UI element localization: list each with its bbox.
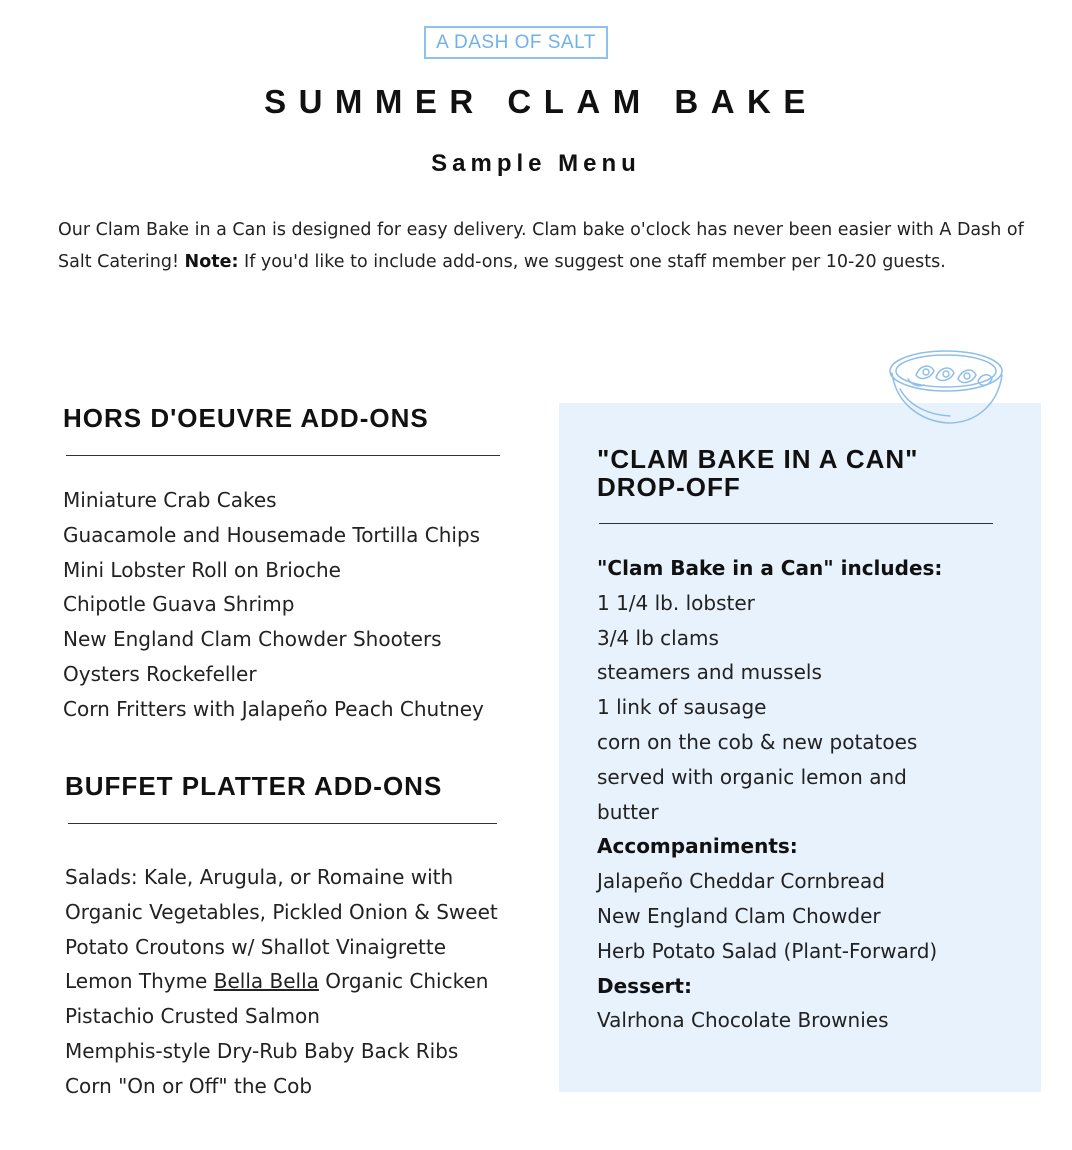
list-item: butter (597, 799, 659, 824)
list-item: Jalapeño Cheddar Cornbread (597, 869, 885, 894)
list-item: steamers and mussels (597, 660, 822, 685)
list-item: Pistachio Crusted Salmon (65, 1004, 320, 1029)
page-subtitle: Sample Menu (431, 150, 641, 177)
logo (424, 26, 608, 59)
dropoff-heading-line1: "CLAM BAKE IN A CAN" (597, 444, 919, 474)
buffet-divider (68, 823, 497, 824)
clam-bowl-icon (886, 345, 1008, 427)
list-item: Oysters Rockefeller (63, 661, 257, 686)
hors-list (63, 483, 484, 727)
bella-bella-link[interactable]: Bella Bella (213, 969, 319, 994)
note-label: Note: (184, 252, 239, 272)
list-item: Memphis-style Dry-Rub Baby Back Ribs (65, 1038, 459, 1063)
includes-label: "Clam Bake in a Can" includes: (597, 556, 943, 580)
buffet-heading: BUFFET PLATTER ADD-ONS (65, 771, 443, 801)
list-item: Corn "On or Off" the Cob (65, 1073, 313, 1098)
list-item: Salads: Kale, Arugula, or Romaine with (65, 865, 454, 889)
list-item: 1 1/4 lb. lobster (597, 590, 755, 615)
list-item: Guacamole and Housemade Tortilla Chips (63, 522, 481, 547)
list-item: Miniature Crab Cakes (63, 488, 277, 512)
dropoff-list (597, 551, 942, 1038)
list-item: 3/4 lb clams (597, 625, 719, 650)
chicken-prefix: Lemon Thyme (65, 969, 214, 994)
list-item: New England Clam Chowder Shooters (63, 627, 442, 652)
chicken-suffix: Organic Chicken (318, 969, 489, 994)
list-item (65, 964, 498, 999)
list-item: served with organic lemon and (597, 764, 907, 789)
list-item: Herb Potato Salad (Plant-Forward) (597, 938, 938, 963)
hors-heading: HORS D'OEUVRE ADD-ONS (63, 403, 429, 433)
accompaniments-label: Accompaniments: (597, 834, 798, 859)
buffet-list (65, 860, 498, 1104)
list-item: 1 link of sausage (597, 695, 767, 720)
dropoff-divider (599, 523, 993, 524)
list-item: Potato Croutons w/ Shallot Vinaigrette (65, 934, 446, 959)
list-item: Corn Fritters with Jalapeño Peach Chutney (63, 696, 484, 721)
dropoff-heading (597, 445, 997, 501)
dropoff-heading-line2: DROP-OFF (597, 472, 741, 502)
list-item: Chipotle Guava Shrimp (63, 592, 295, 617)
hors-divider (66, 455, 500, 456)
list-item: Organic Vegetables, Pickled Onion & Sweet (65, 899, 498, 924)
logo-text: A DASH OF SALT (436, 31, 596, 53)
intro-text: Our Clam Bake in a Can is designed for easy delivery. Clam bake o'clock has never been easier with A Dash of Salt Catering! (58, 220, 1024, 272)
note-text: If you'd like to include add-ons, we suggest one staff member per 10-20 guests. (244, 252, 946, 272)
dessert-label: Dessert: (597, 973, 692, 998)
page-title: SUMMER CLAM BAKE (264, 83, 818, 120)
intro-paragraph (58, 214, 1048, 278)
list-item: Mini Lobster Roll on Brioche (63, 557, 341, 582)
list-item: Valrhona Chocolate Brownies (597, 1008, 889, 1033)
list-item: corn on the cob & new potatoes (597, 729, 918, 754)
list-item: New England Clam Chowder (597, 903, 881, 928)
